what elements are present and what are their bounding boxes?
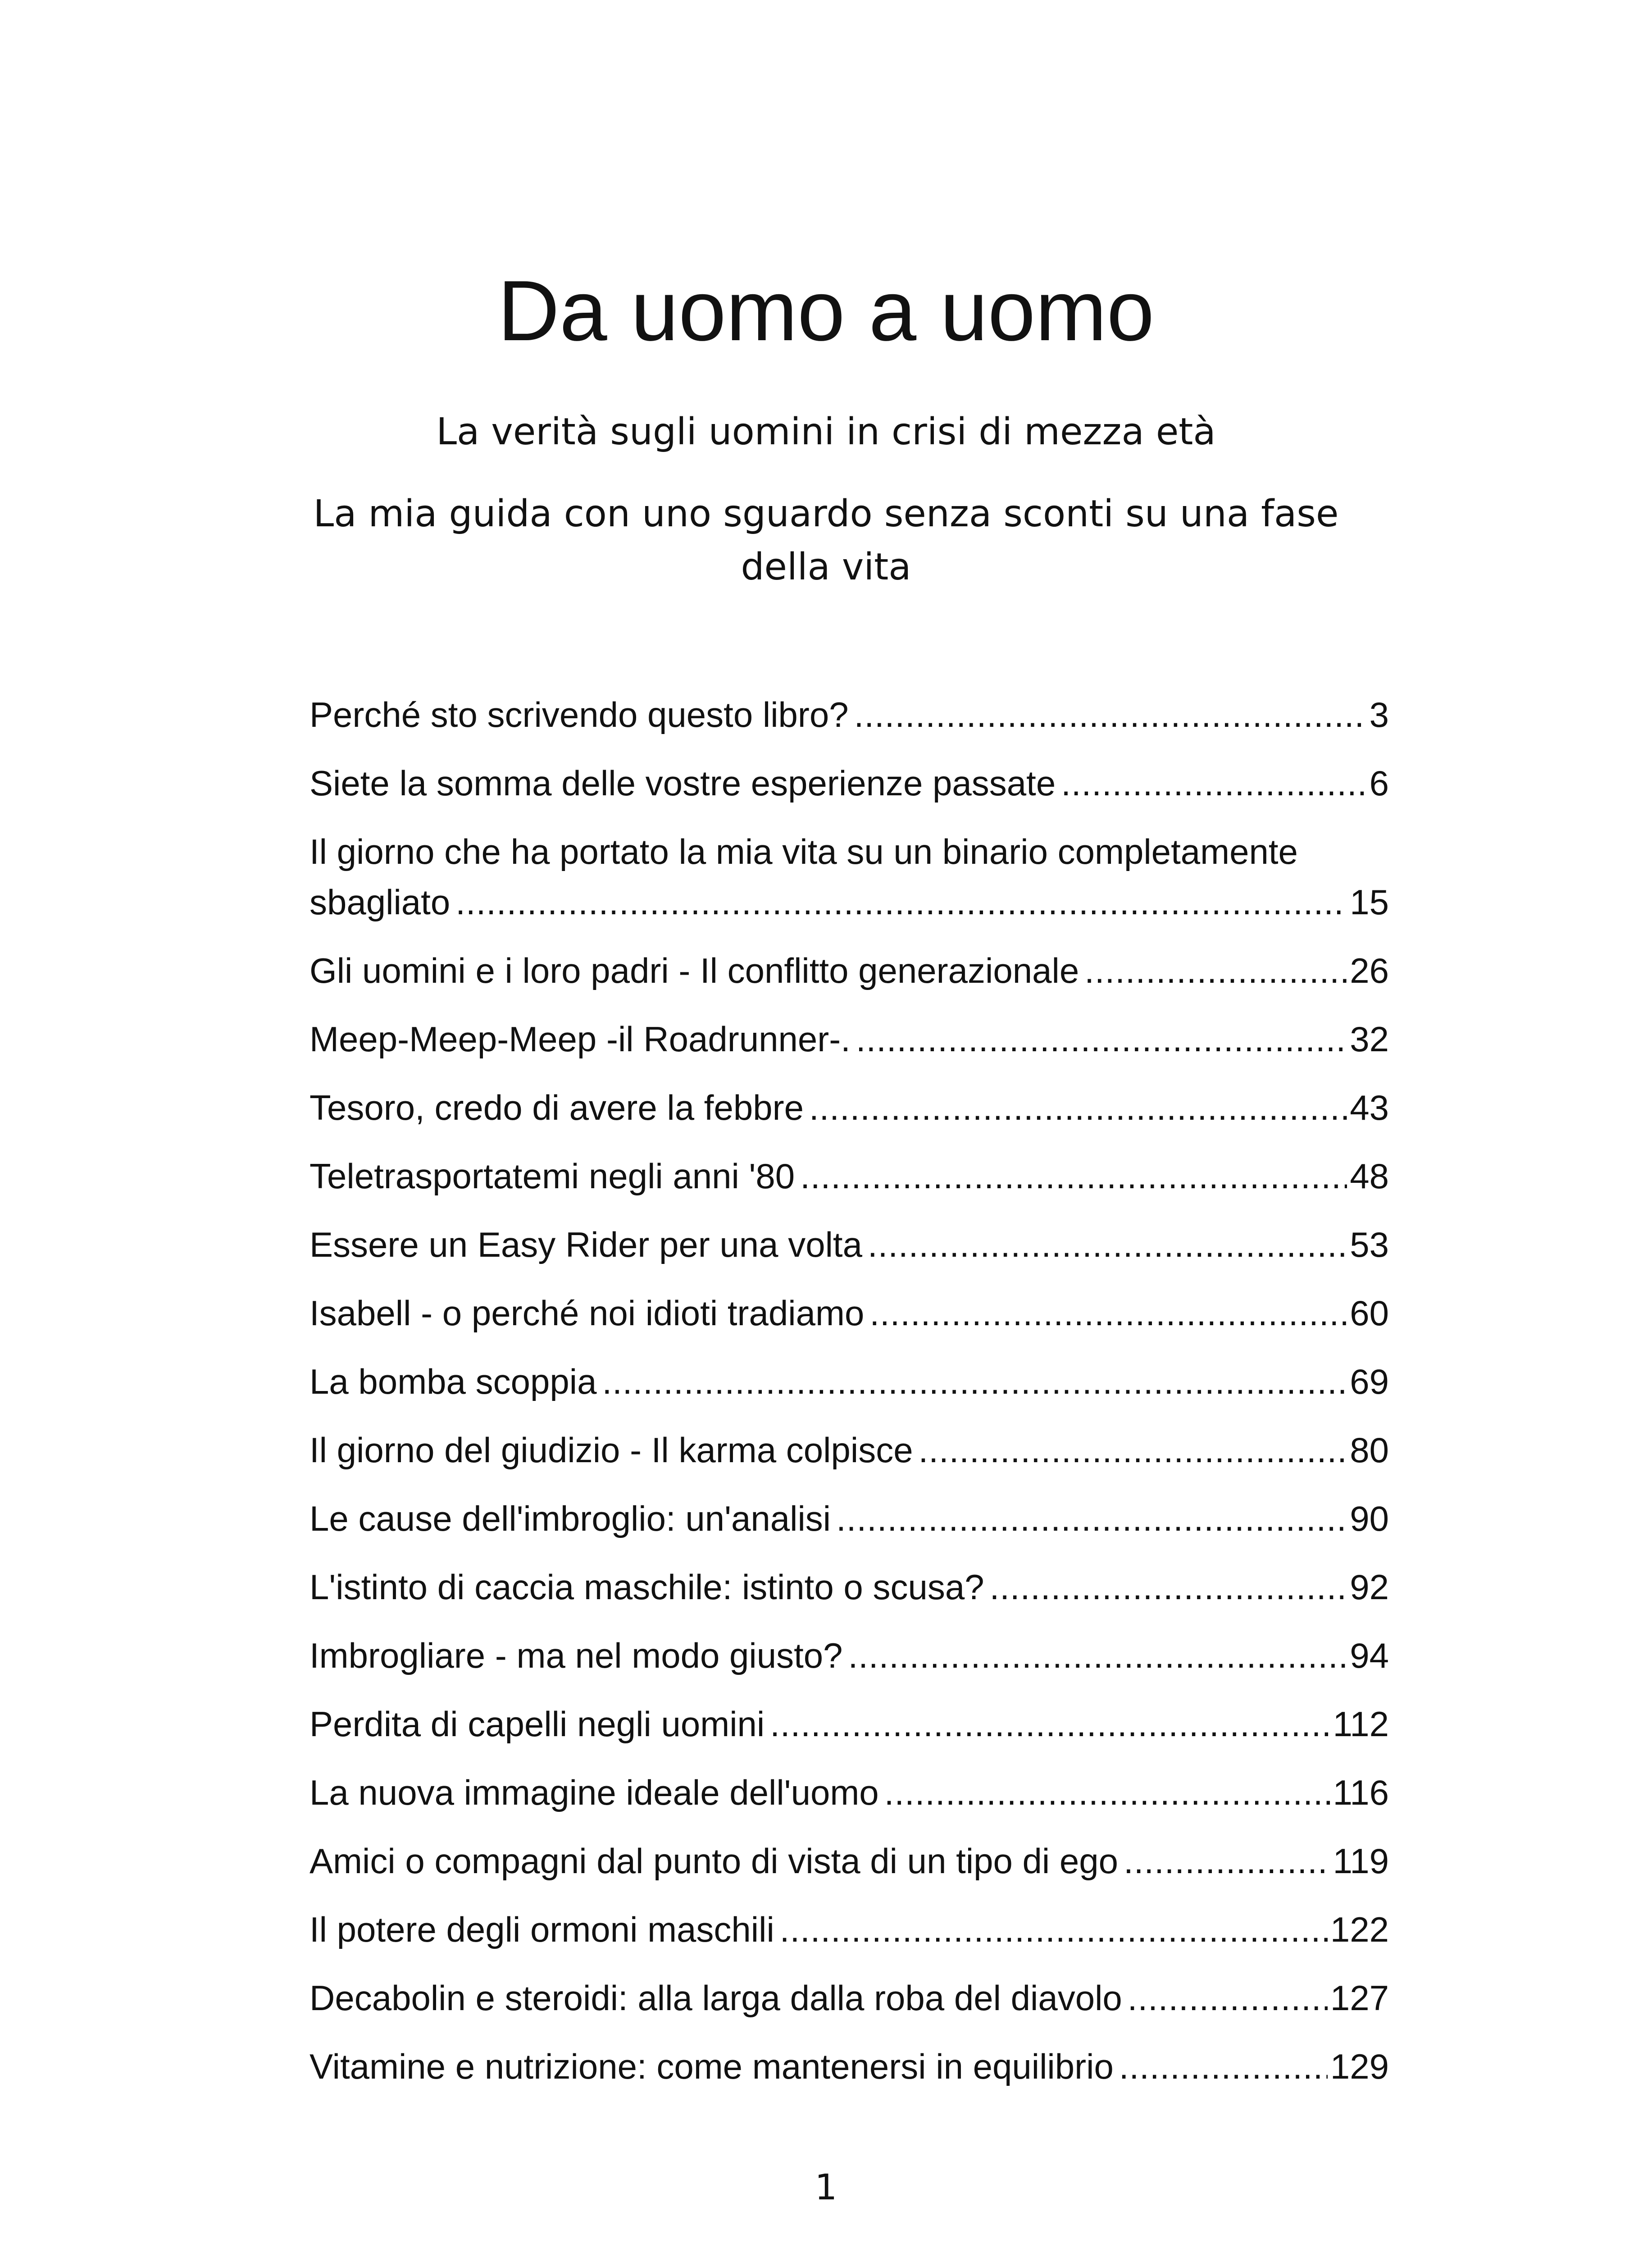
toc-leader-dots bbox=[990, 1562, 1347, 1612]
toc-leader-dots bbox=[854, 689, 1367, 740]
toc-entry[interactable] bbox=[309, 689, 1389, 740]
toc-entry-title: La nuova immagine ideale dell'uomo bbox=[309, 1773, 879, 1812]
toc-leader-dots bbox=[809, 1082, 1347, 1133]
toc-leader-dots bbox=[848, 1630, 1347, 1681]
toc-leader-dots bbox=[800, 1151, 1347, 1201]
toc-entry[interactable] bbox=[309, 1767, 1389, 1818]
toc-leader-dots bbox=[919, 1425, 1347, 1475]
toc-entry-title: Meep-Meep-Meep -il Roadrunner-. bbox=[309, 1019, 851, 1059]
toc-entry[interactable] bbox=[309, 1014, 1389, 1064]
toc-entry[interactable] bbox=[309, 1630, 1389, 1681]
toc-entry[interactable] bbox=[309, 1151, 1389, 1201]
toc-entry-title-continued: sbagliato bbox=[309, 882, 451, 922]
toc-entry-page: 80 bbox=[1350, 1430, 1389, 1470]
toc-entry[interactable] bbox=[309, 1904, 1389, 1955]
toc-entry[interactable] bbox=[309, 1082, 1389, 1133]
toc-leader-dots bbox=[1119, 2041, 1328, 2092]
toc-entry-page: 92 bbox=[1350, 1567, 1389, 1607]
document-title: Da uomo a uomo bbox=[497, 263, 1155, 359]
toc-leader-dots bbox=[1124, 1836, 1330, 1886]
toc-entry[interactable] bbox=[309, 1493, 1389, 1544]
toc-leader-dots bbox=[884, 1767, 1330, 1818]
toc-entry-page: 26 bbox=[1350, 951, 1389, 990]
toc-entry-page: 43 bbox=[1350, 1088, 1389, 1127]
toc-entry-title: Imbrogliare - ma nel modo giusto? bbox=[309, 1636, 843, 1675]
toc-entry-page: 15 bbox=[1350, 882, 1389, 922]
toc-leader-dots bbox=[1128, 1973, 1328, 2023]
toc-entry-title: Perché sto scrivendo questo libro? bbox=[309, 695, 849, 734]
toc-entry-page: 60 bbox=[1350, 1293, 1389, 1333]
toc-leader-dots bbox=[1061, 758, 1366, 808]
toc-entry-page: 112 bbox=[1333, 1704, 1389, 1744]
toc-entry[interactable] bbox=[309, 1425, 1389, 1475]
toc-entry-title: Amici o compagni dal punto di vista di un tipo di ego bbox=[309, 1841, 1119, 1881]
toc-entry-title: Il giorno del giudizio - Il karma colpisce bbox=[309, 1430, 913, 1470]
toc-leader-dots bbox=[770, 1699, 1330, 1749]
toc-entry-title: Le cause dell'imbroglio: un'analisi bbox=[309, 1499, 831, 1538]
toc-entry-page: 94 bbox=[1350, 1636, 1389, 1675]
toc-entry-page: 127 bbox=[1330, 1978, 1389, 2018]
toc-entry[interactable] bbox=[309, 1219, 1389, 1270]
subtitle-description: La mia guida con uno sguardo senza sconti su una fase della vita bbox=[313, 493, 1339, 588]
toc-leader-dots bbox=[455, 877, 1347, 927]
table-of-contents bbox=[309, 689, 1389, 2110]
toc-leader-dots bbox=[869, 1288, 1347, 1338]
toc-entry-title: Essere un Easy Rider per una volta bbox=[309, 1225, 862, 1264]
toc-entry[interactable] bbox=[309, 1836, 1389, 1886]
toc-entry-title: Decabolin e steroidi: alla larga dalla roba del diavolo bbox=[309, 1978, 1122, 2018]
toc-leader-dots bbox=[602, 1356, 1347, 1407]
toc-entry[interactable] bbox=[309, 826, 1389, 927]
page-number: 1 bbox=[815, 2167, 837, 2208]
toc-entry[interactable] bbox=[309, 758, 1389, 808]
toc-entry-page: 116 bbox=[1333, 1773, 1389, 1812]
subtitle: La verità sugli uomini in crisi di mezza età bbox=[436, 410, 1216, 453]
toc-entry[interactable] bbox=[309, 1356, 1389, 1407]
toc-entry-page: 3 bbox=[1369, 695, 1389, 734]
toc-entry-title: Tesoro, credo di avere la febbre bbox=[309, 1088, 804, 1127]
toc-entry-page: 48 bbox=[1350, 1156, 1389, 1196]
toc-entry[interactable] bbox=[309, 1288, 1389, 1338]
toc-entry-title: La bomba scoppia bbox=[309, 1362, 597, 1401]
toc-entry-page: 53 bbox=[1350, 1225, 1389, 1264]
toc-entry-page: 129 bbox=[1330, 2047, 1389, 2086]
toc-leader-dots bbox=[856, 1014, 1347, 1064]
toc-entry-title: Gli uomini e i loro padri - Il conflitto generazionale bbox=[309, 951, 1079, 990]
toc-entry[interactable] bbox=[309, 1699, 1389, 1749]
toc-entry-title: Il giorno che ha portato la mia vita su un binario completamente bbox=[309, 832, 1298, 871]
toc-entry-page: 90 bbox=[1350, 1499, 1389, 1538]
toc-leader-dots bbox=[868, 1219, 1347, 1270]
toc-entry[interactable] bbox=[309, 945, 1389, 996]
toc-leader-dots bbox=[780, 1904, 1328, 1955]
toc-entry-page: 6 bbox=[1369, 763, 1389, 803]
toc-entry-page: 119 bbox=[1333, 1841, 1389, 1881]
toc-entry-page: 122 bbox=[1330, 1910, 1389, 1949]
toc-entry-title: Siete la somma delle vostre esperienze passate bbox=[309, 763, 1056, 803]
toc-entry-title: Teletrasportatemi negli anni '80 bbox=[309, 1156, 795, 1196]
toc-entry-title: Il potere degli ormoni maschili bbox=[309, 1910, 774, 1949]
toc-entry-title: Isabell - o perché noi idioti tradiamo bbox=[309, 1293, 865, 1333]
toc-entry[interactable] bbox=[309, 1973, 1389, 2023]
toc-entry-page: 32 bbox=[1350, 1019, 1389, 1059]
toc-leader-dots bbox=[836, 1493, 1347, 1544]
toc-entry-page: 69 bbox=[1350, 1362, 1389, 1401]
toc-entry[interactable] bbox=[309, 1562, 1389, 1612]
toc-entry-title: Vitamine e nutrizione: come mantenersi in equilibrio bbox=[309, 2047, 1114, 2086]
toc-entry-title: L'istinto di caccia maschile: istinto o scusa? bbox=[309, 1567, 984, 1607]
toc-leader-dots bbox=[1084, 945, 1347, 996]
toc-entry[interactable] bbox=[309, 2041, 1389, 2092]
toc-entry-title: Perdita di capelli negli uomini bbox=[309, 1704, 765, 1744]
